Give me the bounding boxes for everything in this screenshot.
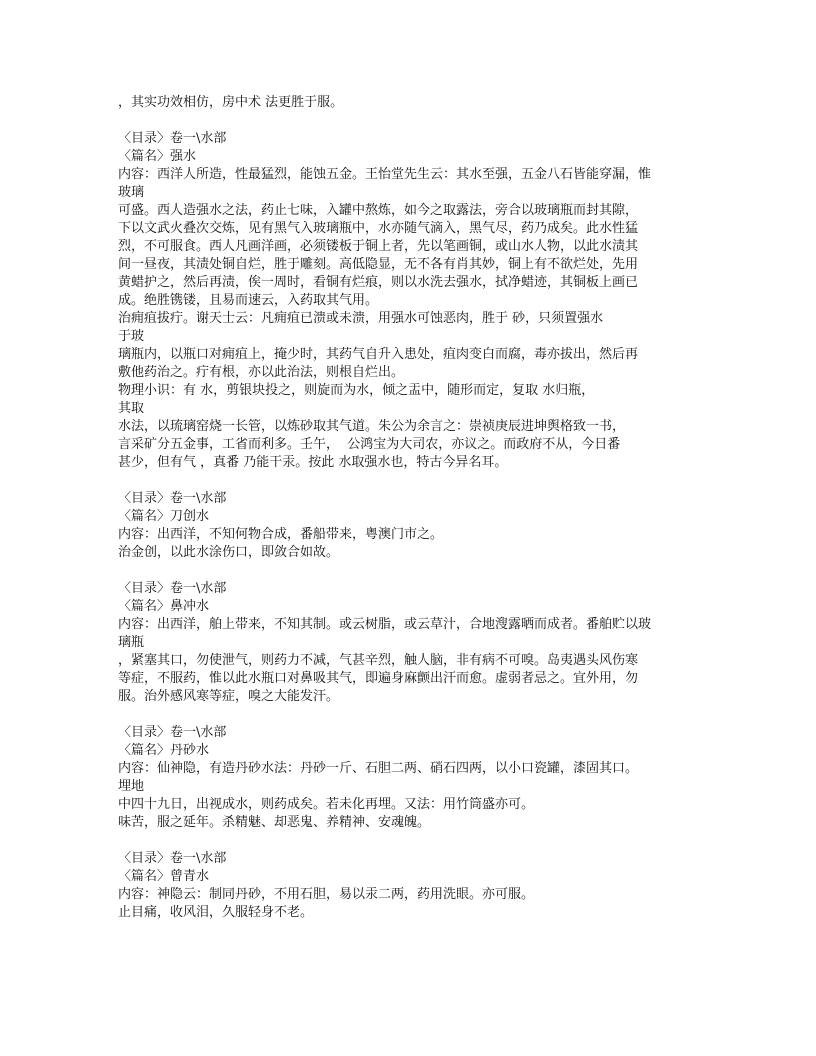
text-line: 服。治外感风寒等症，嗅之大能发汗。: [118, 689, 340, 704]
text-line: 〈篇名〉鼻冲水: [118, 599, 210, 614]
text-line: 〈篇名〉曾青水: [118, 869, 210, 884]
text-line: 埋地: [118, 779, 145, 794]
text-line: ，其实功效相仿，房中术 法更胜于服。: [118, 95, 344, 110]
text-line: 敷他药治之。疔有根，亦以此治法，则根自烂出。: [118, 365, 405, 380]
text-line: 〈目录〉卷一\水部: [118, 131, 227, 146]
text-line: 间一昼夜，其渍处铜自烂，胜于雕刻。高低隐显，无不各有肖其妙，铜上有不欲烂处，先用: [118, 257, 639, 272]
text-line: 水法，以琉璃窑烧一长管，以炼砂取其气道。朱公为余言之：崇祯庚辰进坤舆格致一书，: [118, 419, 626, 434]
text-line: 言采矿分五金事，工省而利多。壬午， 公鸿宝为大司农，亦议之。而政府不从，今日番: [118, 437, 621, 452]
blank-line: [118, 472, 718, 490]
text-line: 成。绝胜镌镂，且易而速云，入药取其气用。: [118, 293, 379, 308]
text-line: 治痈疽拔疔。谢天士云：凡痈疽已溃或未溃，用强水可蚀恶肉，胜于 砂，只须置强水: [118, 311, 604, 326]
text-line: 璃瓶内，以瓶口对痈疽上，掩少时，其药气自升入患处，疽肉变白而腐，毒亦拔出，然后再: [118, 347, 639, 362]
text-line: 内容：出西洋，不知何物合成，番船带来，粤澳门市之。: [118, 527, 444, 542]
blank-line: [118, 112, 718, 130]
document-body: [118, 94, 718, 922]
text-line: 内容：神隐云：制同丹砂，不用石胆，易以汞二两，药用洗眼。亦可服。: [118, 887, 535, 902]
text-line: 〈篇名〉丹砂水: [118, 743, 210, 758]
text-line: 〈目录〉卷一\水部: [118, 851, 227, 866]
text-line: 治金创，以此水涂伤口，即敛合如故。: [118, 545, 340, 560]
text-line: ，紧塞其口，勿使泄气，则药力不减，气甚辛烈，触人脑，非有病不可嗅。岛夷遇头风伤寒: [118, 653, 639, 668]
text-line: 可盛。西人造强水之法，药止七味，入罐中熬炼，如今之取露法，旁合以玻璃瓶而封其隙，: [118, 203, 639, 218]
text-line: 〈篇名〉刀创水: [118, 509, 210, 524]
text-line: 〈目录〉卷一\水部: [118, 725, 227, 740]
text-line: 〈目录〉卷一\水部: [118, 491, 227, 506]
text-line: 内容：西洋人所造，性最猛烈，能蚀五金。王怡堂先生云：其水至强，五金八石皆能穿漏，惟: [118, 167, 652, 182]
text-line: 止目痛，收风泪，久服轻身不老。: [118, 905, 314, 920]
text-line: 内容：仙神隐，有造丹砂水法：丹砂一斤、石胆二两、硝石四两，以小口瓷罐，漆固其口。: [118, 761, 639, 776]
blank-line: [118, 562, 718, 580]
text-line: 下以文武火叠次交炼，见有黑气入玻璃瓶中，水亦随气滴入，黑气尽，药乃成矣。此水性猛: [118, 221, 639, 236]
blank-line: [118, 832, 718, 850]
text-line: 黄蜡护之，然后再渍，俟一周时，看铜有烂痕，则以水洗去强水，拭净蜡迹，其铜板上画已: [118, 275, 639, 290]
text-line: 甚少，但有气 ，真番 乃能干汞。按此 水取强水也，特古今异名耳。: [118, 455, 508, 470]
text-line: 其取: [118, 401, 145, 416]
text-line: 〈篇名〉强水: [118, 149, 197, 164]
text-line: 璃瓶: [118, 635, 145, 650]
text-line: 内容：出西洋，舶上带来，不知其制。或云树脂，或云草汁，合地溲露晒而成者。番舶贮以玻: [118, 617, 652, 632]
text-line: 玻璃: [118, 185, 145, 200]
text-line: 中四十九日，出视成水，则药成矣。若未化再埋。又法：用竹筒盛亦可。: [118, 797, 535, 812]
text-line: 于玻: [118, 329, 145, 344]
text-line: 烈，不可服食。西人凡画洋画，必须镂板于铜上者，先以笔画铜，或山水人物，以此水渍其: [118, 239, 639, 254]
blank-line: [118, 706, 718, 724]
text-line: 等症，不服药，惟以此水瓶口对鼻吸其气，即遍身麻颤出汗而愈。虚弱者忌之。宜外用，勿: [118, 671, 639, 686]
text-line: 味苦，服之延年。杀精魅、却恶鬼、养精神、安魂魄。: [118, 815, 431, 830]
text-line: 〈目录〉卷一\水部: [118, 581, 227, 596]
text-line: 物理小识：有 水，剪银块投之，则旋而为水，倾之盂中，随形而定，复取 水归瓶，: [118, 383, 595, 398]
